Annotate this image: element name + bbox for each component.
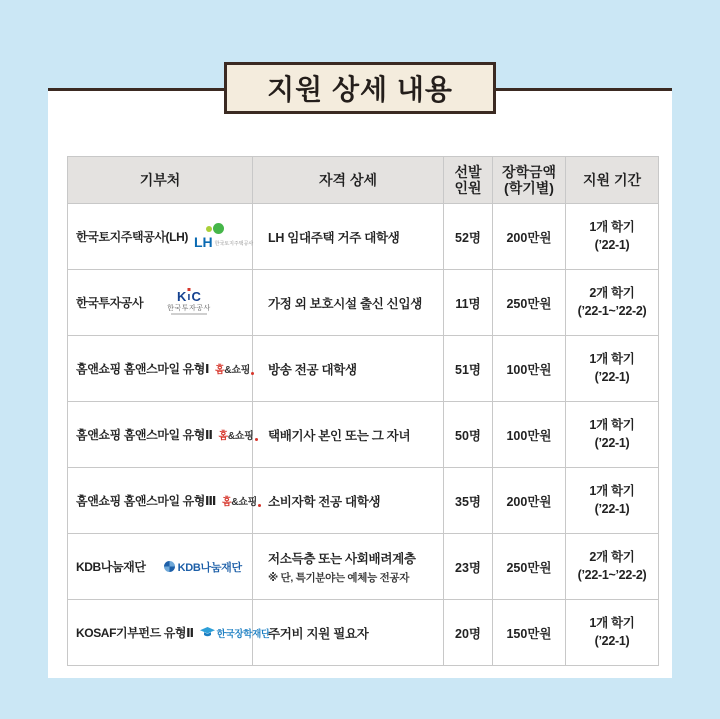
period-cell: 1개 학기 (’22-1) bbox=[566, 468, 659, 534]
donor-name: KOSAF기부펀드 유형Ⅱ bbox=[76, 626, 194, 640]
amount-cell: 100만원 bbox=[493, 402, 566, 468]
kdb-foundation-logo: KDB나눔재단 bbox=[164, 559, 242, 575]
amount-cell: 100만원 bbox=[493, 336, 566, 402]
home-logo-red-dot bbox=[258, 504, 261, 507]
donor-name: 한국토지주택공사(LH) bbox=[76, 230, 188, 244]
kdb-logo-circle-icon bbox=[164, 561, 175, 572]
page-title: 지원 상세 내용 bbox=[267, 74, 453, 105]
amount-cell: 200만원 bbox=[493, 204, 566, 270]
home-and-shopping-logo: 홈 &쇼핑 bbox=[219, 427, 258, 442]
donor-name: 한국투자공사 bbox=[76, 296, 144, 310]
donor-name: KDB나눔재단 bbox=[76, 560, 146, 574]
support-details-table bbox=[67, 156, 659, 666]
header-donor: 기부처 bbox=[68, 157, 253, 204]
content-card bbox=[48, 88, 672, 678]
selection-count-cell: 52명 bbox=[444, 204, 493, 270]
selection-count-cell: 35명 bbox=[444, 468, 493, 534]
qualification-cell: 방송 전공 대학생 bbox=[253, 336, 444, 402]
donor-cell bbox=[68, 534, 253, 600]
period-cell: 2개 학기 (’22-1~’22-2) bbox=[566, 270, 659, 336]
donor-cell bbox=[68, 336, 253, 402]
amount-cell: 200만원 bbox=[493, 468, 566, 534]
qualification-cell: 택배기사 본인 또는 그 자녀 bbox=[253, 402, 444, 468]
title-banner bbox=[224, 62, 496, 114]
table-row bbox=[68, 336, 659, 402]
qualification-cell: LH 임대주택 거주 대학생 bbox=[253, 204, 444, 270]
donor-cell bbox=[68, 270, 253, 336]
kosaf-foundation-logo: 한국장학재단 bbox=[200, 626, 270, 640]
home-logo-red-dot bbox=[255, 438, 258, 441]
graduation-cap-icon bbox=[200, 627, 215, 638]
qualification-cell: 저소득층 또는 사회배려계층 ※ 단, 특기분야는 예체능 전공자 bbox=[253, 534, 444, 600]
home-and-shopping-logo: 홈 &쇼핑 bbox=[222, 493, 261, 508]
qualification-note: ※ 단, 특기분야는 예체능 전공자 bbox=[268, 571, 410, 584]
header-qualification: 자격 상세 bbox=[253, 157, 444, 204]
kic-logo-red-dot bbox=[187, 288, 190, 291]
qualification-cell: 가정 외 보호시설 출신 신입생 bbox=[253, 270, 444, 336]
kic-logo: K ı C 한국투자공사 bbox=[167, 290, 211, 315]
kic-logo-english-line bbox=[171, 313, 207, 315]
donor-cell bbox=[68, 402, 253, 468]
table-row bbox=[68, 534, 659, 600]
home-logo-red-dot bbox=[251, 372, 254, 375]
amount-cell: 150만원 bbox=[493, 600, 566, 666]
qualification-cell: 소비자학 전공 대학생 bbox=[253, 468, 444, 534]
amount-cell: 250만원 bbox=[493, 270, 566, 336]
period-cell: 1개 학기 (’22-1) bbox=[566, 600, 659, 666]
selection-count-cell: 50명 bbox=[444, 402, 493, 468]
period-cell: 1개 학기 (’22-1) bbox=[566, 402, 659, 468]
donor-cell bbox=[68, 204, 253, 270]
qualification-cell: 주거비 지원 필요자 bbox=[253, 600, 444, 666]
lh-logo: LH 한국토지주택공사 bbox=[194, 225, 253, 249]
selection-count-cell: 51명 bbox=[444, 336, 493, 402]
amount-cell: 250만원 bbox=[493, 534, 566, 600]
donor-name: 홈앤쇼핑 홈앤스마일 유형Ⅰ bbox=[76, 362, 210, 376]
table-row bbox=[68, 204, 659, 270]
donor-cell bbox=[68, 600, 270, 666]
period-cell: 2개 학기 (’22-1~’22-2) bbox=[566, 534, 659, 600]
lh-logo-large-circle bbox=[213, 223, 224, 234]
donor-cell bbox=[68, 468, 257, 534]
table-row bbox=[68, 468, 659, 534]
table-row bbox=[68, 600, 659, 666]
selection-count-cell: 20명 bbox=[444, 600, 493, 666]
lh-logo-small-circle bbox=[206, 226, 212, 232]
table-header-row bbox=[68, 157, 659, 204]
donor-name: 홈앤쇼핑 홈앤스마일 유형Ⅱ bbox=[76, 428, 213, 442]
header-selection-count: 선발 인원 bbox=[444, 157, 493, 204]
header-period: 지원 기간 bbox=[566, 157, 659, 204]
selection-count-cell: 23명 bbox=[444, 534, 493, 600]
donor-name: 홈앤쇼핑 홈앤스마일 유형Ⅲ bbox=[76, 494, 216, 508]
period-cell: 1개 학기 (’22-1) bbox=[566, 204, 659, 270]
table-row bbox=[68, 402, 659, 468]
home-and-shopping-logo: 홈 &쇼핑 bbox=[215, 361, 254, 376]
period-cell: 1개 학기 (’22-1) bbox=[566, 336, 659, 402]
selection-count-cell: 11명 bbox=[444, 270, 493, 336]
table-row bbox=[68, 270, 659, 336]
header-amount: 장학금액 (학기별) bbox=[493, 157, 566, 204]
